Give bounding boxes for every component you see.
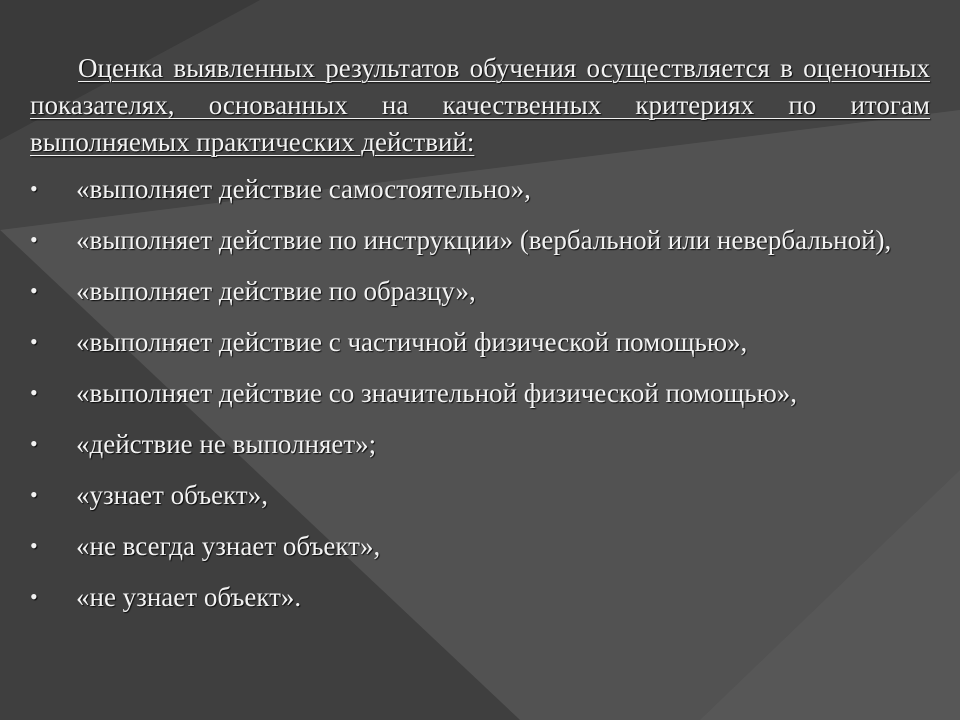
list-item [30,322,930,362]
intro-paragraph: Оценка выявленных результатов обучения осуществляется в оценочных показателях, основанных на качественных критериях по итогам выполняемых практических действий: [30,53,930,157]
list-item [30,424,930,464]
bullet-icon: • [30,227,38,252]
list-item-text: «выполняет действие со значительной физической помощью», [76,378,798,408]
list-item [30,577,930,617]
bullet-icon: • [30,533,38,558]
list-item-text: «узнает объект», [76,480,268,510]
bullet-icon: • [30,482,38,507]
list-item-text: «выполняет действие самостоятельно», [76,174,531,204]
list-item-text: «выполняет действие по образцу», [76,276,476,306]
list-item [30,271,930,311]
bullet-icon: • [30,431,38,456]
list-item-text: «выполняет действие по инструкции» (вербальной или невербальной), [76,225,892,255]
bullet-icon: • [30,176,38,201]
list-item-text: «действие не выполняет»; [76,429,377,459]
bullet-icon: • [30,380,38,405]
list-item [30,373,930,413]
list-item-text: «не всегда узнает объект», [76,531,381,561]
list-item [30,526,930,566]
bullet-icon: • [30,329,38,354]
list-item [30,220,930,260]
list-item-text: «не узнает объект». [76,582,302,612]
list-item-text: «выполняет действие с частичной физической помощью», [76,327,748,357]
bullet-icon: • [30,584,38,609]
bullet-icon: • [30,278,38,303]
list-item [30,475,930,515]
slide-content [30,50,930,628]
criteria-list [30,169,930,617]
list-item [30,169,930,209]
